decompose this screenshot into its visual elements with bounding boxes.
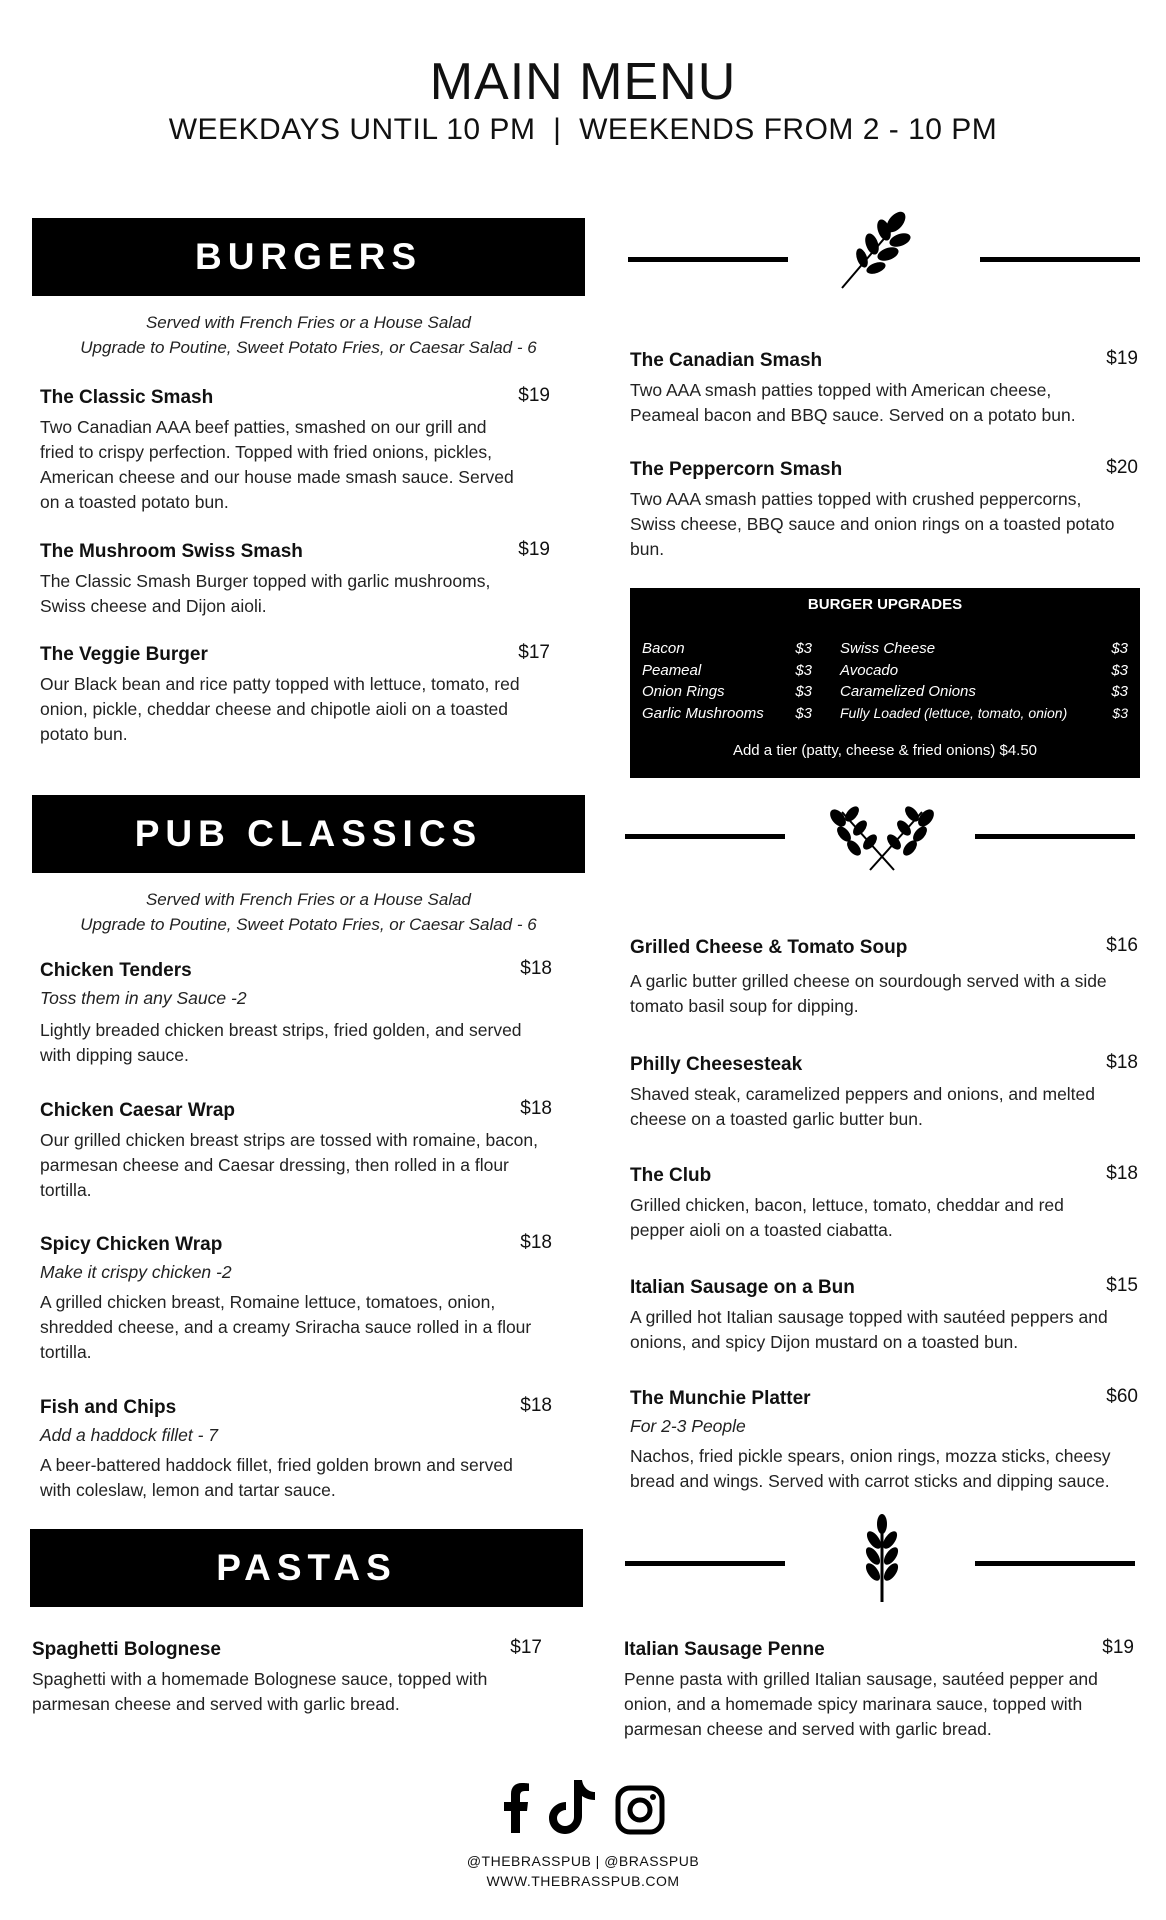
burger-upgrades-box bbox=[630, 588, 1140, 778]
upgrades-footer: Add a tier (patty, cheese & fried onions) $4.50 bbox=[732, 742, 1038, 759]
item-price: $60 bbox=[1106, 1386, 1138, 1407]
item-name: The Canadian Smash bbox=[630, 350, 823, 371]
item-price: $19 bbox=[518, 385, 550, 406]
item-description: Spaghetti with a homemade Bolognese sauce, topped with parmesan cheese and served with garlic bread. bbox=[32, 1669, 488, 1714]
divider-line bbox=[980, 257, 1140, 262]
facebook-icon[interactable] bbox=[502, 1783, 530, 1833]
item-price: $19 bbox=[1102, 1637, 1134, 1658]
item-price: $18 bbox=[520, 1395, 552, 1416]
item-price: $18 bbox=[520, 958, 552, 979]
item-description: Grilled chicken, bacon, lettuce, tomato, cheddar and red pepper aioli on a toasted ciabatta. bbox=[630, 1195, 1064, 1240]
item-note: Make it crispy chicken -2 bbox=[40, 1262, 232, 1282]
item-description: Two AAA smash patties topped with crushed peppercorns, Swiss cheese, BBQ sauce and onion rings on a toasted potato bun. bbox=[630, 489, 1115, 559]
hours-subtitle: WEEKDAYS UNTIL 10 PM | WEEKENDS FROM 2 - 10 PM bbox=[168, 113, 998, 146]
item-description: Nachos, fried pickle spears, onion rings, mozza sticks, cheesy bread and wings. Served with carrot sticks and dipping sauce. bbox=[630, 1446, 1111, 1491]
burgers-banner bbox=[32, 218, 585, 296]
wheat-sprig-icon bbox=[838, 208, 918, 290]
item-price: $20 bbox=[1106, 457, 1138, 478]
item-description: Two Canadian AAA beef patties, smashed on our grill and fried to crispy perfection. Topped with fried onions, pickles, American cheese and our house made smash sauce. Served on a toasted potato bun. bbox=[40, 417, 514, 512]
item-price: $17 bbox=[510, 1637, 542, 1658]
item-name: Philly Cheesesteak bbox=[630, 1054, 803, 1075]
item-name: Italian Sausage Penne bbox=[624, 1639, 825, 1660]
item-description: A grilled chicken breast, Romaine lettuce, tomatoes, onion, shredded cheese, and a creamy Sriracha sauce rolled in a flour tortilla. bbox=[40, 1292, 532, 1362]
item-price: $18 bbox=[1106, 1052, 1138, 1073]
upgrade-row: Caramelized Onions $3 bbox=[840, 683, 1128, 700]
item-price: $17 bbox=[518, 642, 550, 663]
divider-line bbox=[628, 257, 788, 262]
item-price: $18 bbox=[1106, 1163, 1138, 1184]
item-name: Chicken Tenders bbox=[40, 960, 192, 981]
burgers-banner-text: BURGERS bbox=[194, 236, 423, 277]
item-note: Toss them in any Sauce -2 bbox=[40, 988, 247, 1008]
item-description: The Classic Smash Burger topped with garlic mushrooms, Swiss cheese and Dijon aioli. bbox=[40, 571, 491, 616]
item-name: Grilled Cheese & Tomato Soup bbox=[630, 937, 908, 958]
website-link[interactable]: WWW.THEBRASSPUB.COM bbox=[486, 1873, 680, 1889]
wheat-stalk-icon bbox=[856, 1514, 908, 1604]
upgrade-row: Fully Loaded (lettuce, tomato, onion) $3 bbox=[840, 704, 1128, 721]
item-description: A beer-battered haddock fillet, fried golden brown and served with coleslaw, lemon and tartar sauce. bbox=[40, 1455, 513, 1500]
crossed-wheat-icon bbox=[822, 802, 942, 874]
pastas-banner bbox=[30, 1529, 583, 1607]
item-description: A garlic butter grilled cheese on sourdough served with a side tomato basil soup for dipping. bbox=[630, 971, 1107, 1016]
item-description: Shaved steak, caramelized peppers and onions, and melted cheese on a toasted garlic butter bun. bbox=[630, 1084, 1096, 1129]
page-title: MAIN MENU bbox=[429, 53, 737, 111]
burgers-served-note: Served with French Fries or a House Salad Upgrade to Poutine, Sweet Potato Fries, or Caesar Salad - 6 bbox=[80, 313, 537, 357]
item-price: $18 bbox=[520, 1098, 552, 1119]
item-description: Two AAA smash patties topped with American cheese, Peameal bacon and BBQ sauce. Served on a potato bun. bbox=[630, 380, 1076, 425]
item-name: The Club bbox=[630, 1165, 712, 1186]
item-price: $19 bbox=[1106, 348, 1138, 369]
upgrades-title: BURGER UPGRADES bbox=[807, 596, 963, 613]
upgrade-row: Avocado $3 bbox=[840, 661, 1128, 679]
item-name: The Munchie Platter bbox=[630, 1388, 811, 1409]
item-name: Italian Sausage on a Bun bbox=[630, 1277, 855, 1298]
item-name: Fish and Chips bbox=[40, 1397, 177, 1418]
pub-classics-banner-text: PUB CLASSICS bbox=[134, 813, 483, 854]
item-price: $15 bbox=[1106, 1275, 1138, 1296]
divider-line bbox=[625, 834, 785, 839]
instagram-icon[interactable] bbox=[615, 1785, 665, 1835]
item-name: Spicy Chicken Wrap bbox=[40, 1234, 223, 1255]
item-name: The Mushroom Swiss Smash bbox=[40, 541, 303, 562]
upgrade-row: Peameal $3 bbox=[642, 661, 812, 679]
item-description: Our grilled chicken breast strips are tossed with romaine, bacon, parmesan cheese and Caesar dressing, then rolled in a flour tortilla. bbox=[40, 1130, 539, 1200]
upgrade-row: Bacon $3 bbox=[642, 640, 812, 657]
pub-served-note: Served with French Fries or a House Salad Upgrade to Poutine, Sweet Potato Fries, or Caesar Salad - 6 bbox=[80, 890, 537, 934]
divider-line bbox=[975, 834, 1135, 839]
pastas-banner-text: PASTAS bbox=[216, 1547, 397, 1588]
social-handles: @THEBRASSPUB | @BRASSPUB bbox=[466, 1853, 700, 1869]
item-note: For 2-3 People bbox=[630, 1416, 746, 1436]
divider-line bbox=[625, 1561, 785, 1566]
item-name: Chicken Caesar Wrap bbox=[40, 1100, 236, 1121]
tiktok-icon[interactable] bbox=[548, 1780, 596, 1834]
item-name: The Veggie Burger bbox=[40, 644, 208, 665]
item-note: Add a haddock fillet - 7 bbox=[40, 1425, 219, 1445]
item-price: $18 bbox=[520, 1232, 552, 1253]
divider-line bbox=[975, 1561, 1135, 1566]
upgrade-row: Swiss Cheese $3 bbox=[840, 640, 1128, 657]
item-description: A grilled hot Italian sausage topped with sautéed peppers and onions, and spicy Dijon mustard on a toasted bun. bbox=[630, 1307, 1108, 1352]
item-price: $19 bbox=[518, 539, 550, 560]
upgrade-row: Garlic Mushrooms $3 bbox=[642, 704, 812, 722]
upgrade-row: Onion Rings $3 bbox=[642, 683, 812, 700]
item-price: $16 bbox=[1106, 935, 1138, 956]
item-name: The Classic Smash bbox=[40, 387, 214, 408]
item-name: Spaghetti Bolognese bbox=[32, 1639, 221, 1660]
item-description: Lightly breaded chicken breast strips, fried golden, and served with dipping sauce. bbox=[40, 1020, 522, 1065]
item-description: Our Black bean and rice patty topped with lettuce, tomato, red onion, pickle, cheddar cheese and chipotle aioli on a toasted potato bun. bbox=[40, 674, 520, 744]
upgrades-left-list bbox=[642, 638, 812, 724]
item-description: Penne pasta with grilled Italian sausage, sautéed pepper and onion, and a homemade spicy marinara sauce, topped with parmesan cheese and served with garlic bread. bbox=[624, 1669, 1098, 1739]
upgrades-right-list bbox=[840, 638, 1128, 724]
item-name: The Peppercorn Smash bbox=[630, 459, 843, 480]
pub-classics-banner bbox=[32, 795, 585, 873]
